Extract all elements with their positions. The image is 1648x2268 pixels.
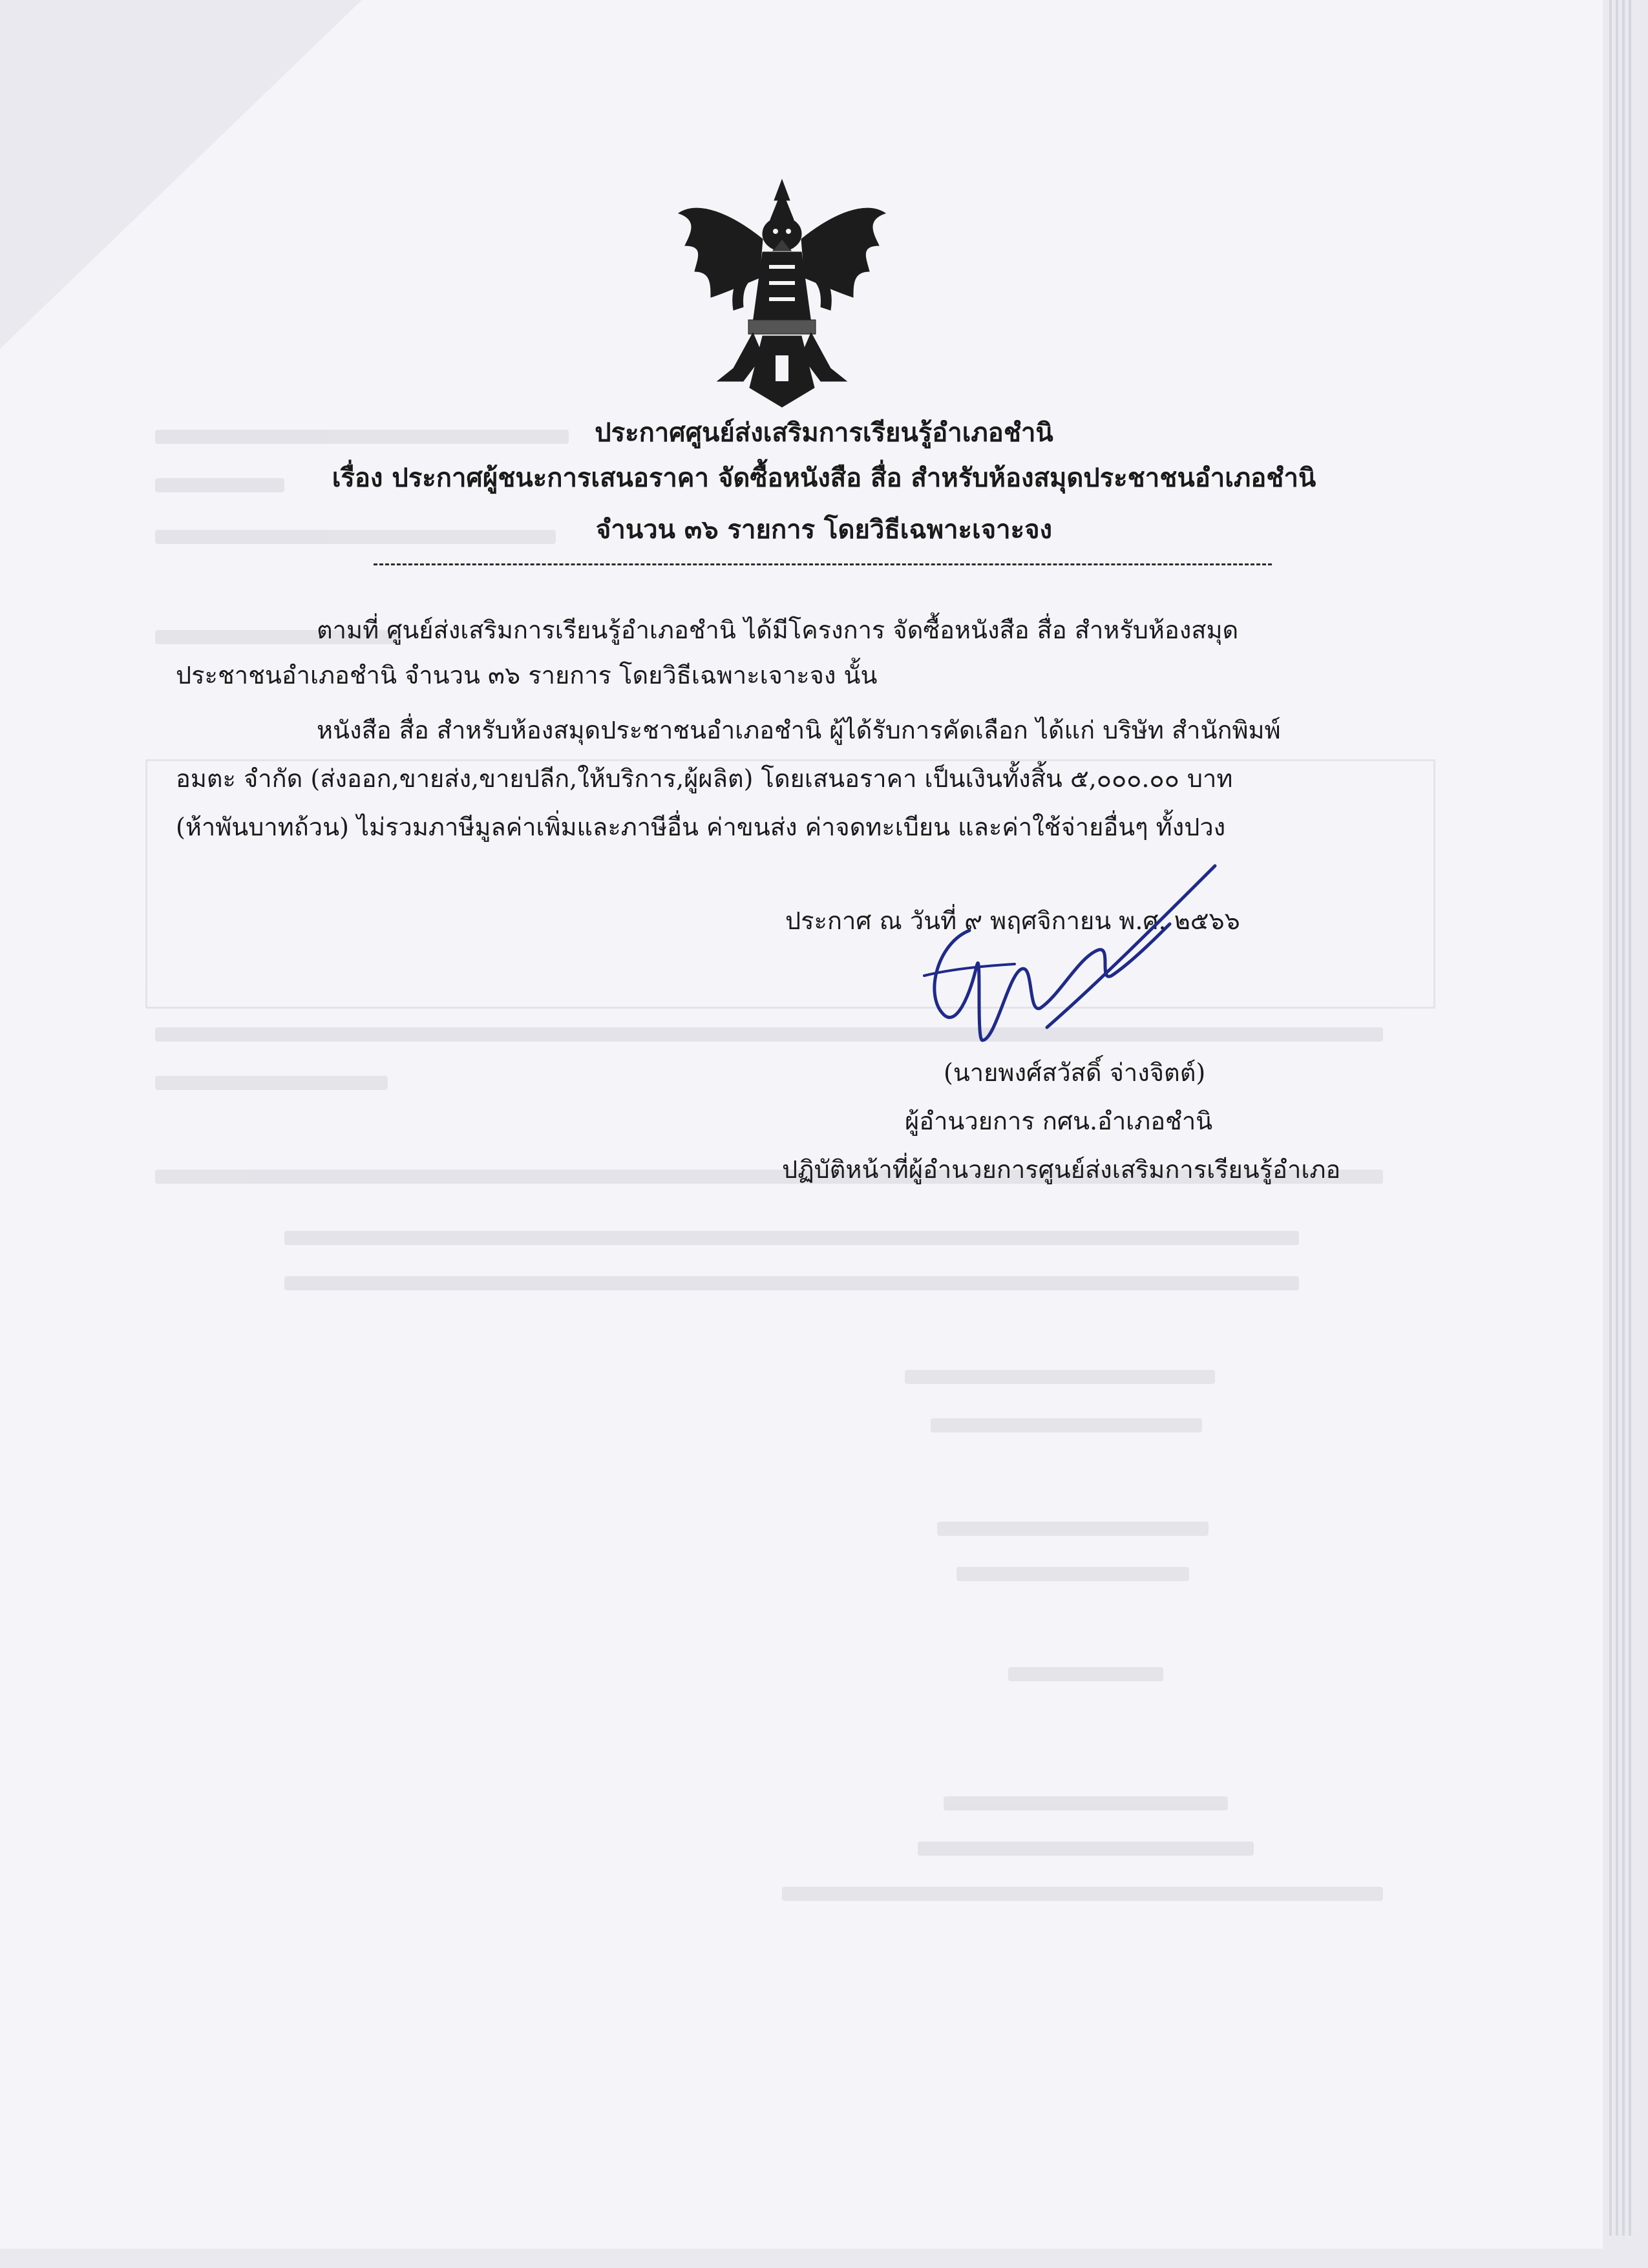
show-through-line: [918, 1842, 1254, 1856]
body-paragraph-2-line: อมตะ จำกัด (ส่งออก,ขายส่ง,ขายปลีก,ให้บริการ,ผู้ผลิต) โดยเสนอราคา เป็นเงินทั้งสิ้น ๕,๐๐๐.๐๐ บาท: [176, 764, 1233, 793]
announcement-title: ประกาศศูนย์ส่งเสริมการเรียนรู้อำเภอชำนิ: [595, 417, 1053, 448]
signatory-position: ผู้อำนวยการ กศน.อำเภอชำนิ: [905, 1107, 1213, 1135]
show-through-line: [1008, 1667, 1163, 1681]
announcement-subject-line2: จำนวน ๓๖ รายการ โดยวิธีเฉพาะเจาะจง: [595, 514, 1053, 545]
show-through-line: [284, 1276, 1299, 1290]
body-paragraph-2-line: หนังสือ สื่อ สำหรับห้องสมุดประชาชนอำเภอชำนิ ผู้ได้รับการคัดเลือก ได้แก่ บริษัท สำนักพิมพ์: [317, 716, 1281, 744]
show-through-line: [155, 1076, 388, 1090]
signatory-name: (นายพงศ์สวัสดิ์ จ่างจิตต์): [944, 1058, 1206, 1087]
body-paragraph-1-line: ตามที่ ศูนย์ส่งเสริมการเรียนรู้อำเภอชำนิ ได้มีโครงการ จัดซื้อหนังสือ สื่อ สำหรับห้องสมุด: [317, 616, 1239, 644]
show-through-line: [956, 1567, 1189, 1581]
announcement-date: ประกาศ ณ วันที่ ๙ พฤศจิกายน พ.ศ. ๒๕๖๖: [785, 907, 1240, 935]
section-divider: [374, 563, 1272, 565]
handwritten-signature: [885, 846, 1247, 1066]
signatory-acting-position: ปฏิบัติหน้าที่ผู้อำนวยการศูนย์ส่งเสริมการเรียนรู้อำเภอ: [782, 1155, 1341, 1184]
announcement-subject: เรื่อง ประกาศผู้ชนะการเสนอราคา จัดซื้อหนังสือ สื่อ สำหรับห้องสมุดประชาชนอำเภอชำนิ: [332, 463, 1316, 493]
show-through-line: [931, 1418, 1202, 1433]
show-through-line: [782, 1887, 1383, 1901]
show-through-line: [905, 1370, 1215, 1384]
show-through-line: [284, 1231, 1299, 1245]
garuda-emblem-icon: [672, 174, 892, 414]
body-paragraph-1-line: ประชาชนอำเภอชำนิ จำนวน ๓๖ รายการ โดยวิธีเฉพาะเจาะจง นั้น: [176, 661, 878, 689]
show-through-line: [944, 1796, 1228, 1811]
show-through-line: [937, 1522, 1209, 1536]
body-paragraph-2-line: (ห้าพันบาทถ้วน) ไม่รวมภาษีมูลค่าเพิ่มและภาษีอื่น ค่าขนส่ง ค่าจดทะเบียน และค่าใช้จ่ายอื่นๆ ทั้งปวง: [176, 813, 1226, 841]
